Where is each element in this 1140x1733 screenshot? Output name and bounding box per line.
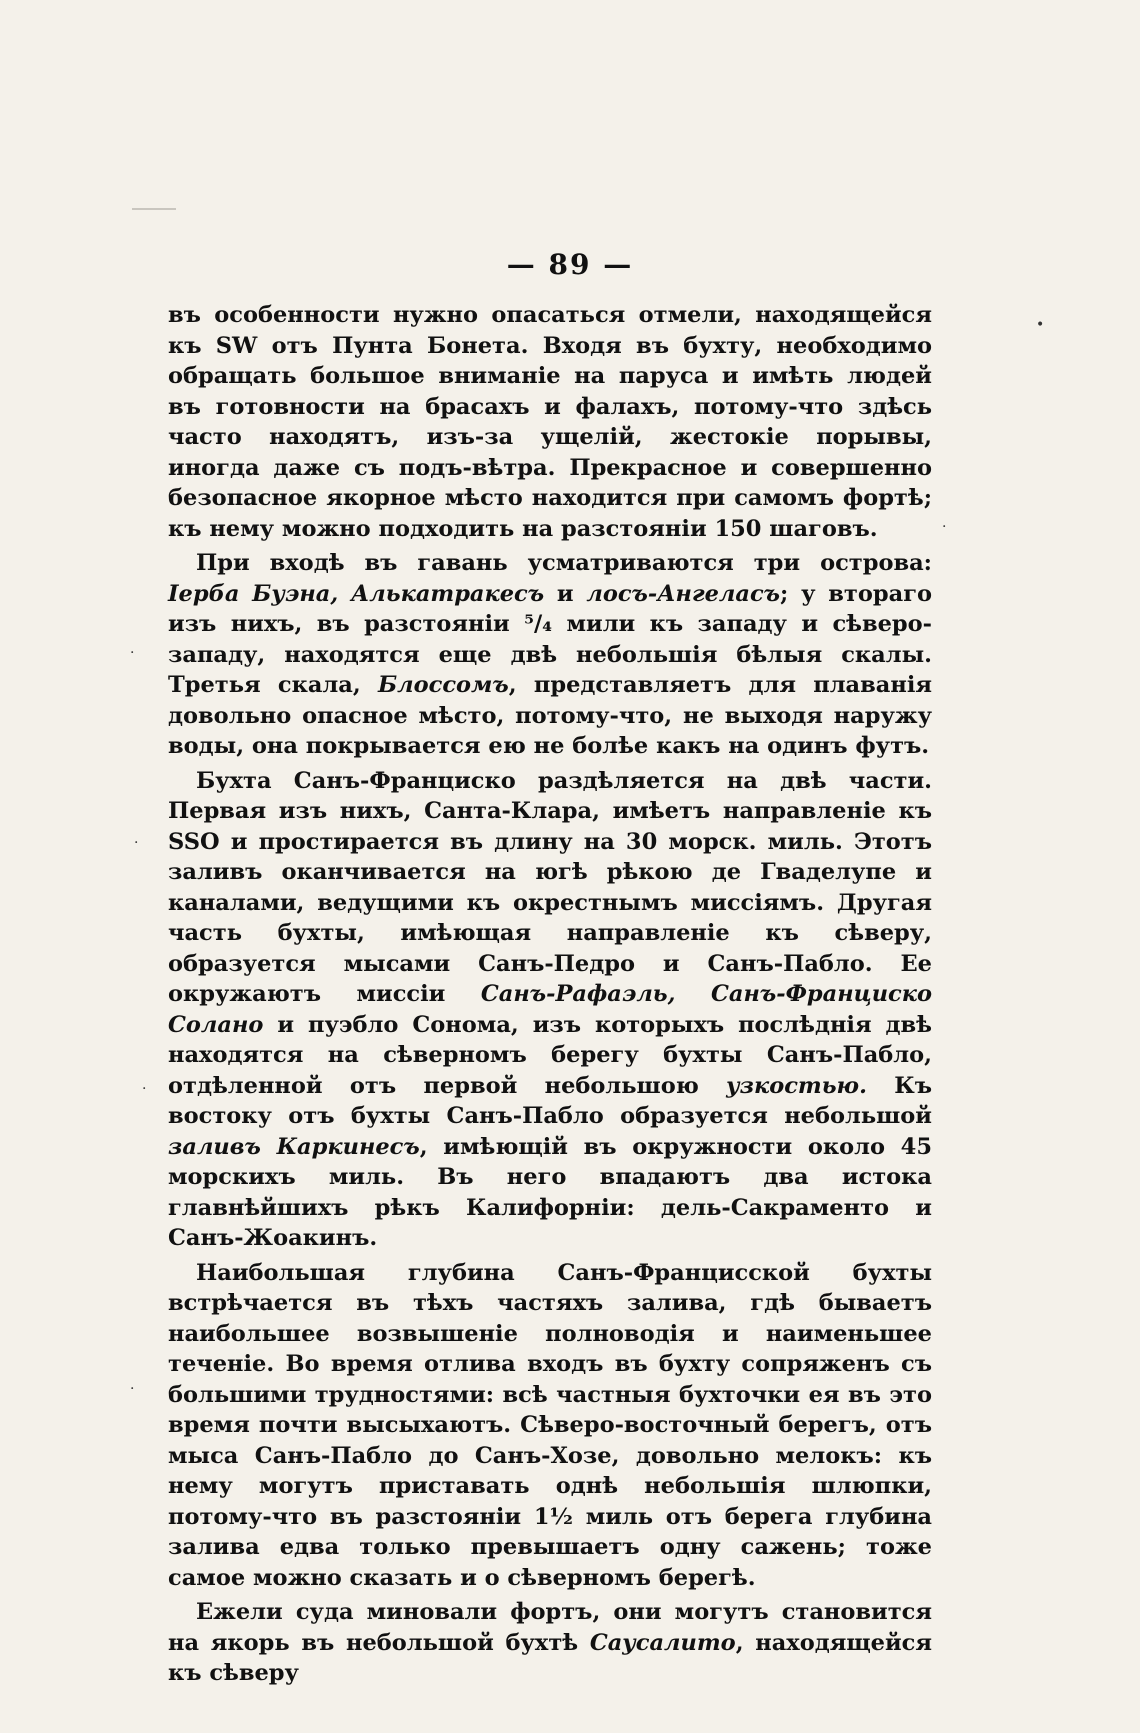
scan-artifact-dot: · xyxy=(130,1381,135,1397)
body-text xyxy=(168,300,932,1693)
text-run: , имѣющій въ окружности около 45 морскихъ миль. Въ него впадаютъ два истока главнѣйшихъ рѣкъ Калифорніи: дель-Сакраменто и Санъ-Жоакинъ. xyxy=(168,1133,932,1251)
text-run: Ежели суда миновали фортъ, они могутъ становится на якорь въ небольшой бухтѣ xyxy=(168,1599,932,1656)
paragraph xyxy=(168,548,932,762)
italic-place-name: заливъ Каркинесъ xyxy=(168,1133,420,1160)
text-run: въ особенности нужно опасаться отмели, находящейся къ SW отъ Пунта Бонета. Входя въ бухту, необходимо обращать большое вниманіе на паруса и имѣть людей въ готовности на брасахъ и фалахъ, потому-что здѣсь часто находятъ, изъ-за ущелій, жестокіе порывы, иногда даже съ подъ-вѣтра. Прекрасное и совершенно безопасное якорное мѣсто находится при самомъ фортѣ; къ нему можно подходить на разстояніи 150 шаговъ. xyxy=(168,302,932,542)
italic-place-name: лосъ-Ангеласъ xyxy=(586,580,781,607)
scan-artifact-dot: · xyxy=(142,1081,147,1097)
text-run: Къ востоку отъ бухты Санъ-Пабло образуется небольшой xyxy=(168,1072,932,1129)
text-run: Наибольшая глубина Санъ-Францисской бухты встрѣчается въ тѣхъ частяхъ залива, гдѣ бываетъ наибольшее возвышеніе полноводія и наименьшее теченіе. Во время отлива входъ въ бухту сопряженъ съ большими трудностями: всѣ частныя бухточки ея въ это время почти высыхаютъ. Сѣверо-восточный берегъ, отъ мыса Санъ-Пабло до Санъ-Хозе, довольно мелокъ: къ нему могутъ приставать однѣ небольшія шлюпки, потому-что въ разстояніи 1½ миль отъ берега глубина залива едва только превышаетъ одну сажень; тоже самое можно сказать и о сѣверномъ берегѣ. xyxy=(168,1259,932,1591)
page-number: — 89 — xyxy=(506,248,634,281)
italic-place-name: Іерба Буэна, Алькатракесъ xyxy=(168,580,545,607)
paragraph xyxy=(168,1258,932,1594)
italic-place-name: Санъ-Рафаэль, Санъ-Франциско Солано xyxy=(168,981,932,1038)
italic-place-name: Блоссомъ xyxy=(377,672,509,698)
text-run: , представляетъ для плаванія довольно опасное мѣсто, потому-что, не выходя наружу воды, она покрывается ею не болѣе какъ на одинъ футъ. xyxy=(168,672,932,759)
paragraph xyxy=(168,766,932,1254)
paragraph xyxy=(168,300,932,544)
scan-artifact-dot: · xyxy=(942,519,947,535)
text-run: Бухта Санъ-Франциско раздѣляется на двѣ части. Первая изъ нихъ, Санта-Клара, имѣетъ направленіе къ SSO и простирается въ длину на 30 морск. миль. Этотъ заливъ оканчивается на югѣ рѣкою де Гваделупе и каналами, ведущими къ окрестнымъ миссіямъ. Другая часть бухты, имѣющая направленіе къ сѣверу, образуется мысами Санъ-Педро и Санъ-Пабло. Ее окружаютъ миссіи xyxy=(168,767,932,1007)
scan-artifact-dot: · xyxy=(130,645,135,661)
italic-place-name: Саусалито xyxy=(589,1629,736,1656)
text-run: , находящейся къ сѣверу xyxy=(168,1629,932,1686)
text-run: и xyxy=(544,580,587,607)
paragraph xyxy=(168,1597,932,1689)
italic-place-name: узкостью. xyxy=(726,1072,867,1099)
scan-artifact-dot: • xyxy=(1036,317,1045,333)
text-run: При входѣ въ гавань усматриваются три острова: xyxy=(196,550,932,576)
text-run: ; у втораго изъ нихъ, въ разстояніи ⁵/₄ мили къ западу и сѣверо-западу, находятся еще двѣ небольшія бѣлыя скалы. Третья скала, xyxy=(168,580,932,698)
scan-artifact-dash xyxy=(132,208,176,210)
scan-artifact-dot: · xyxy=(134,835,139,851)
text-run: и пуэбло Сонома, изъ которыхъ послѣднія двѣ находятся на сѣверномъ берегу бухты Санъ-Пабло, отдѣленной отъ первой небольшою xyxy=(168,1011,932,1099)
